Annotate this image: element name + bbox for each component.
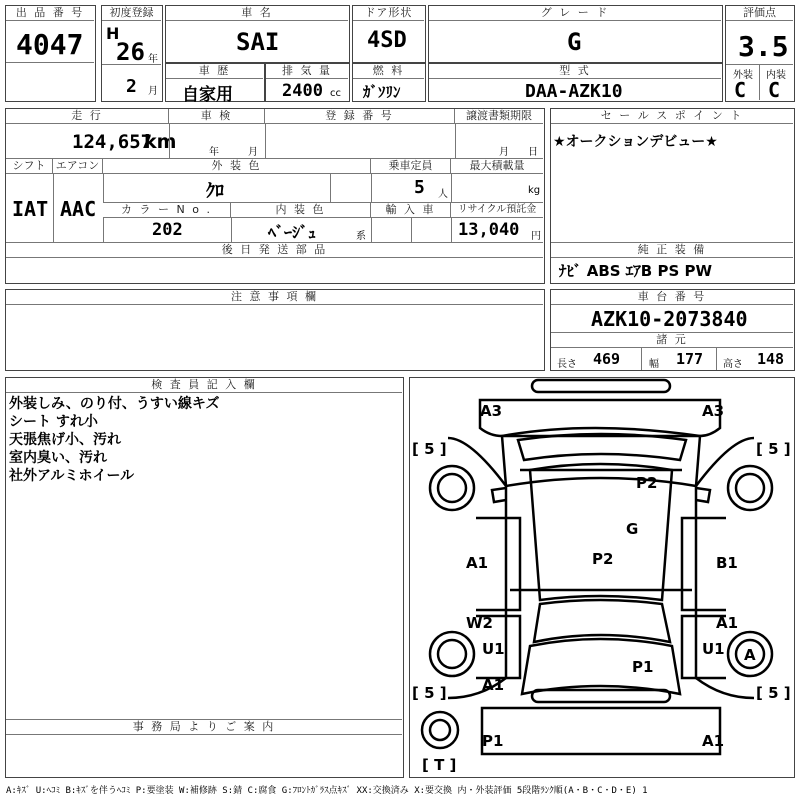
- lot-number-box: [5, 5, 96, 102]
- recycle-unit: 円: [531, 231, 541, 242]
- damage-mark: B1: [716, 554, 738, 572]
- sales-point: ★オークションデビュー★: [553, 134, 718, 150]
- equipment-label: 純 正 装 備: [551, 243, 793, 258]
- damage-mark: A1: [716, 614, 739, 632]
- lot-number-label: 出 品 番 号: [6, 6, 94, 21]
- model: DAA-AZK10: [525, 81, 623, 102]
- sales-point-label: セ ー ル ス ポ イ ン ト: [551, 109, 793, 124]
- inspection-label: 車 検: [169, 109, 265, 124]
- damage-mark: P1: [632, 658, 654, 676]
- mileage: 124,657: [72, 131, 153, 153]
- capacity: 5: [414, 177, 425, 198]
- door-box: [352, 5, 426, 63]
- fuel-box: [352, 63, 426, 102]
- fuel-label: 燃 料: [353, 64, 424, 79]
- damage-mark: U1: [702, 640, 725, 658]
- inspector-line: 社外アルミホイール: [9, 468, 135, 484]
- length: 469: [593, 350, 621, 368]
- displacement-label: 排 気 量: [266, 64, 348, 79]
- transfer-month-unit: 月: [499, 147, 509, 158]
- history-box: [165, 63, 265, 105]
- tire-left-top: [ 5 ]: [412, 440, 447, 458]
- registration-month: 2: [126, 76, 137, 97]
- damage-mark: A1: [466, 554, 489, 572]
- exterior-label: 外装: [733, 70, 753, 81]
- inspector-notes: [9, 395, 220, 485]
- inspector-line: 外装しみ、のり付、うすい線キズ: [9, 396, 220, 412]
- era: H: [106, 24, 120, 43]
- inspector-label: 検 査 員 記 入 欄: [6, 378, 402, 393]
- tire-right-top: [ 5 ]: [756, 440, 791, 458]
- year-unit: 年: [148, 54, 158, 65]
- mileage-unit: km: [144, 131, 177, 153]
- month-unit: 月: [148, 86, 158, 97]
- recycle-fee: 13,040: [458, 220, 520, 240]
- score-label: 評価点: [726, 6, 793, 21]
- tire-left-bottom: [ 5 ]: [412, 684, 447, 702]
- history-label: 車 歴: [166, 64, 263, 79]
- inspection-month-unit: 月: [248, 147, 258, 158]
- inspector-line: 天張焦げ小、汚れ: [9, 432, 121, 448]
- transfer-day-unit: 日: [528, 147, 538, 158]
- damage-mark: A: [744, 646, 756, 664]
- mileage-label: 走 行: [6, 109, 169, 124]
- damage-mark: W2: [466, 614, 493, 632]
- import-label: 輸 入 車: [371, 203, 451, 218]
- shift: IAT: [12, 197, 49, 221]
- ac: AAC: [60, 197, 97, 221]
- width-label: 幅: [649, 359, 659, 370]
- door-type: 4SD: [367, 28, 407, 53]
- damage-mark: P2: [636, 474, 658, 492]
- sales-point-box: [550, 108, 795, 284]
- damage-mark: G: [626, 520, 639, 538]
- height: 148: [757, 350, 785, 368]
- length-label: 長さ: [557, 359, 577, 370]
- color-label: 外 装 色: [103, 159, 371, 174]
- capacity-label: 乗車定員: [371, 159, 451, 174]
- model-label: 型 式: [429, 64, 721, 79]
- first-registration-label: 初度登録: [102, 6, 161, 21]
- frame-number: AZK10-2073840: [591, 307, 748, 331]
- color-number: 202: [152, 220, 183, 240]
- displacement-box: [265, 63, 350, 102]
- color-no-label: カ ラ ー N o .: [103, 203, 231, 218]
- displacement: 2400: [282, 81, 323, 101]
- grade-label: グ レ ー ド: [429, 6, 721, 21]
- car-name: SAI: [236, 28, 280, 56]
- damage-mark: P1: [482, 732, 504, 750]
- damage-mark: A1: [482, 676, 505, 694]
- height-label: 高さ: [723, 359, 743, 370]
- inspection-year-unit: 年: [209, 147, 219, 158]
- equipment: ﾅﾋﾞ ABS ｴｱB PS PW: [559, 262, 713, 280]
- displacement-unit: cc: [330, 88, 341, 99]
- exterior-color: ｸﾛ: [206, 181, 224, 202]
- damage-mark: A3: [480, 402, 503, 420]
- fuel: ｶﾞｿﾘﾝ: [363, 83, 401, 101]
- load-label: 最大積載量: [451, 159, 543, 174]
- transfer-label: 譲渡書類期限: [455, 109, 543, 124]
- damage-mark: A3: [702, 402, 725, 420]
- shift-label: シフト: [6, 159, 53, 174]
- grade: G: [567, 28, 582, 56]
- interior-label: 内装: [766, 70, 786, 81]
- interior-unit: 系: [356, 231, 366, 242]
- ac-label: エアコン: [53, 159, 103, 174]
- inspector-box: [5, 377, 404, 778]
- vehicle-detail-box: [5, 108, 545, 284]
- door-label: ドア形状: [353, 6, 424, 21]
- damage-diagram-box: [409, 377, 795, 778]
- interior-color-label: 内 装 色: [231, 203, 371, 218]
- interior-color: ﾍﾞｰｼﾞｭ: [268, 223, 317, 242]
- car-name-box: [165, 5, 350, 63]
- inspector-line: シート すれ小: [9, 414, 98, 430]
- exterior-grade: C: [734, 78, 747, 102]
- width: 177: [676, 350, 704, 368]
- inspector-line: 室内臭い、汚れ: [9, 450, 107, 466]
- registration-year: 26: [116, 38, 145, 66]
- damage-mark: P2: [592, 550, 614, 568]
- model-box: [428, 63, 723, 102]
- spare-tire: [ T ]: [422, 756, 457, 774]
- score: 3.5: [738, 30, 789, 63]
- load-unit: kg: [528, 185, 541, 196]
- frame-number-box: [550, 289, 795, 371]
- legend: A:ｷｽﾞ U:ﾍｺﾐ B:ｷｽﾞを伴うﾍｺﾐ P:要塗装 W:補修跡 S:錆 C:腐食 G:ﾌﾛﾝﾄｶﾞﾗｽ点ｷｽﾞ XX:交換済み X:要交換 内・外装評価 5段階ﾗﾝｸ順(A・B・C・D・E) 1: [6, 786, 648, 796]
- first-registration-box: [101, 5, 163, 102]
- office-label: 事 務 局 よ り ご 案 内: [6, 720, 402, 735]
- grade-box: [428, 5, 723, 63]
- history: 自家用: [182, 85, 233, 105]
- lot-number: 4047: [16, 28, 84, 61]
- caution-box: [5, 289, 545, 371]
- frame-number-label: 車 台 番 号: [551, 290, 793, 305]
- later-parts-label: 後 日 発 送 部 品: [6, 243, 543, 258]
- tire-right-bottom: [ 5 ]: [756, 684, 791, 702]
- car-diagram: [410, 378, 793, 776]
- dimensions-label: 諸 元: [551, 333, 793, 348]
- capacity-unit: 人: [438, 189, 448, 200]
- score-box: [725, 5, 795, 102]
- regno-label: 登 録 番 号: [265, 109, 455, 124]
- recycle-label: リサイクル預託金: [451, 203, 543, 218]
- caution-label: 注 意 事 項 欄: [6, 290, 543, 305]
- interior-grade: C: [768, 78, 781, 102]
- damage-mark: A1: [702, 732, 725, 750]
- damage-mark: U1: [482, 640, 505, 658]
- car-name-label: 車 名: [166, 6, 348, 21]
